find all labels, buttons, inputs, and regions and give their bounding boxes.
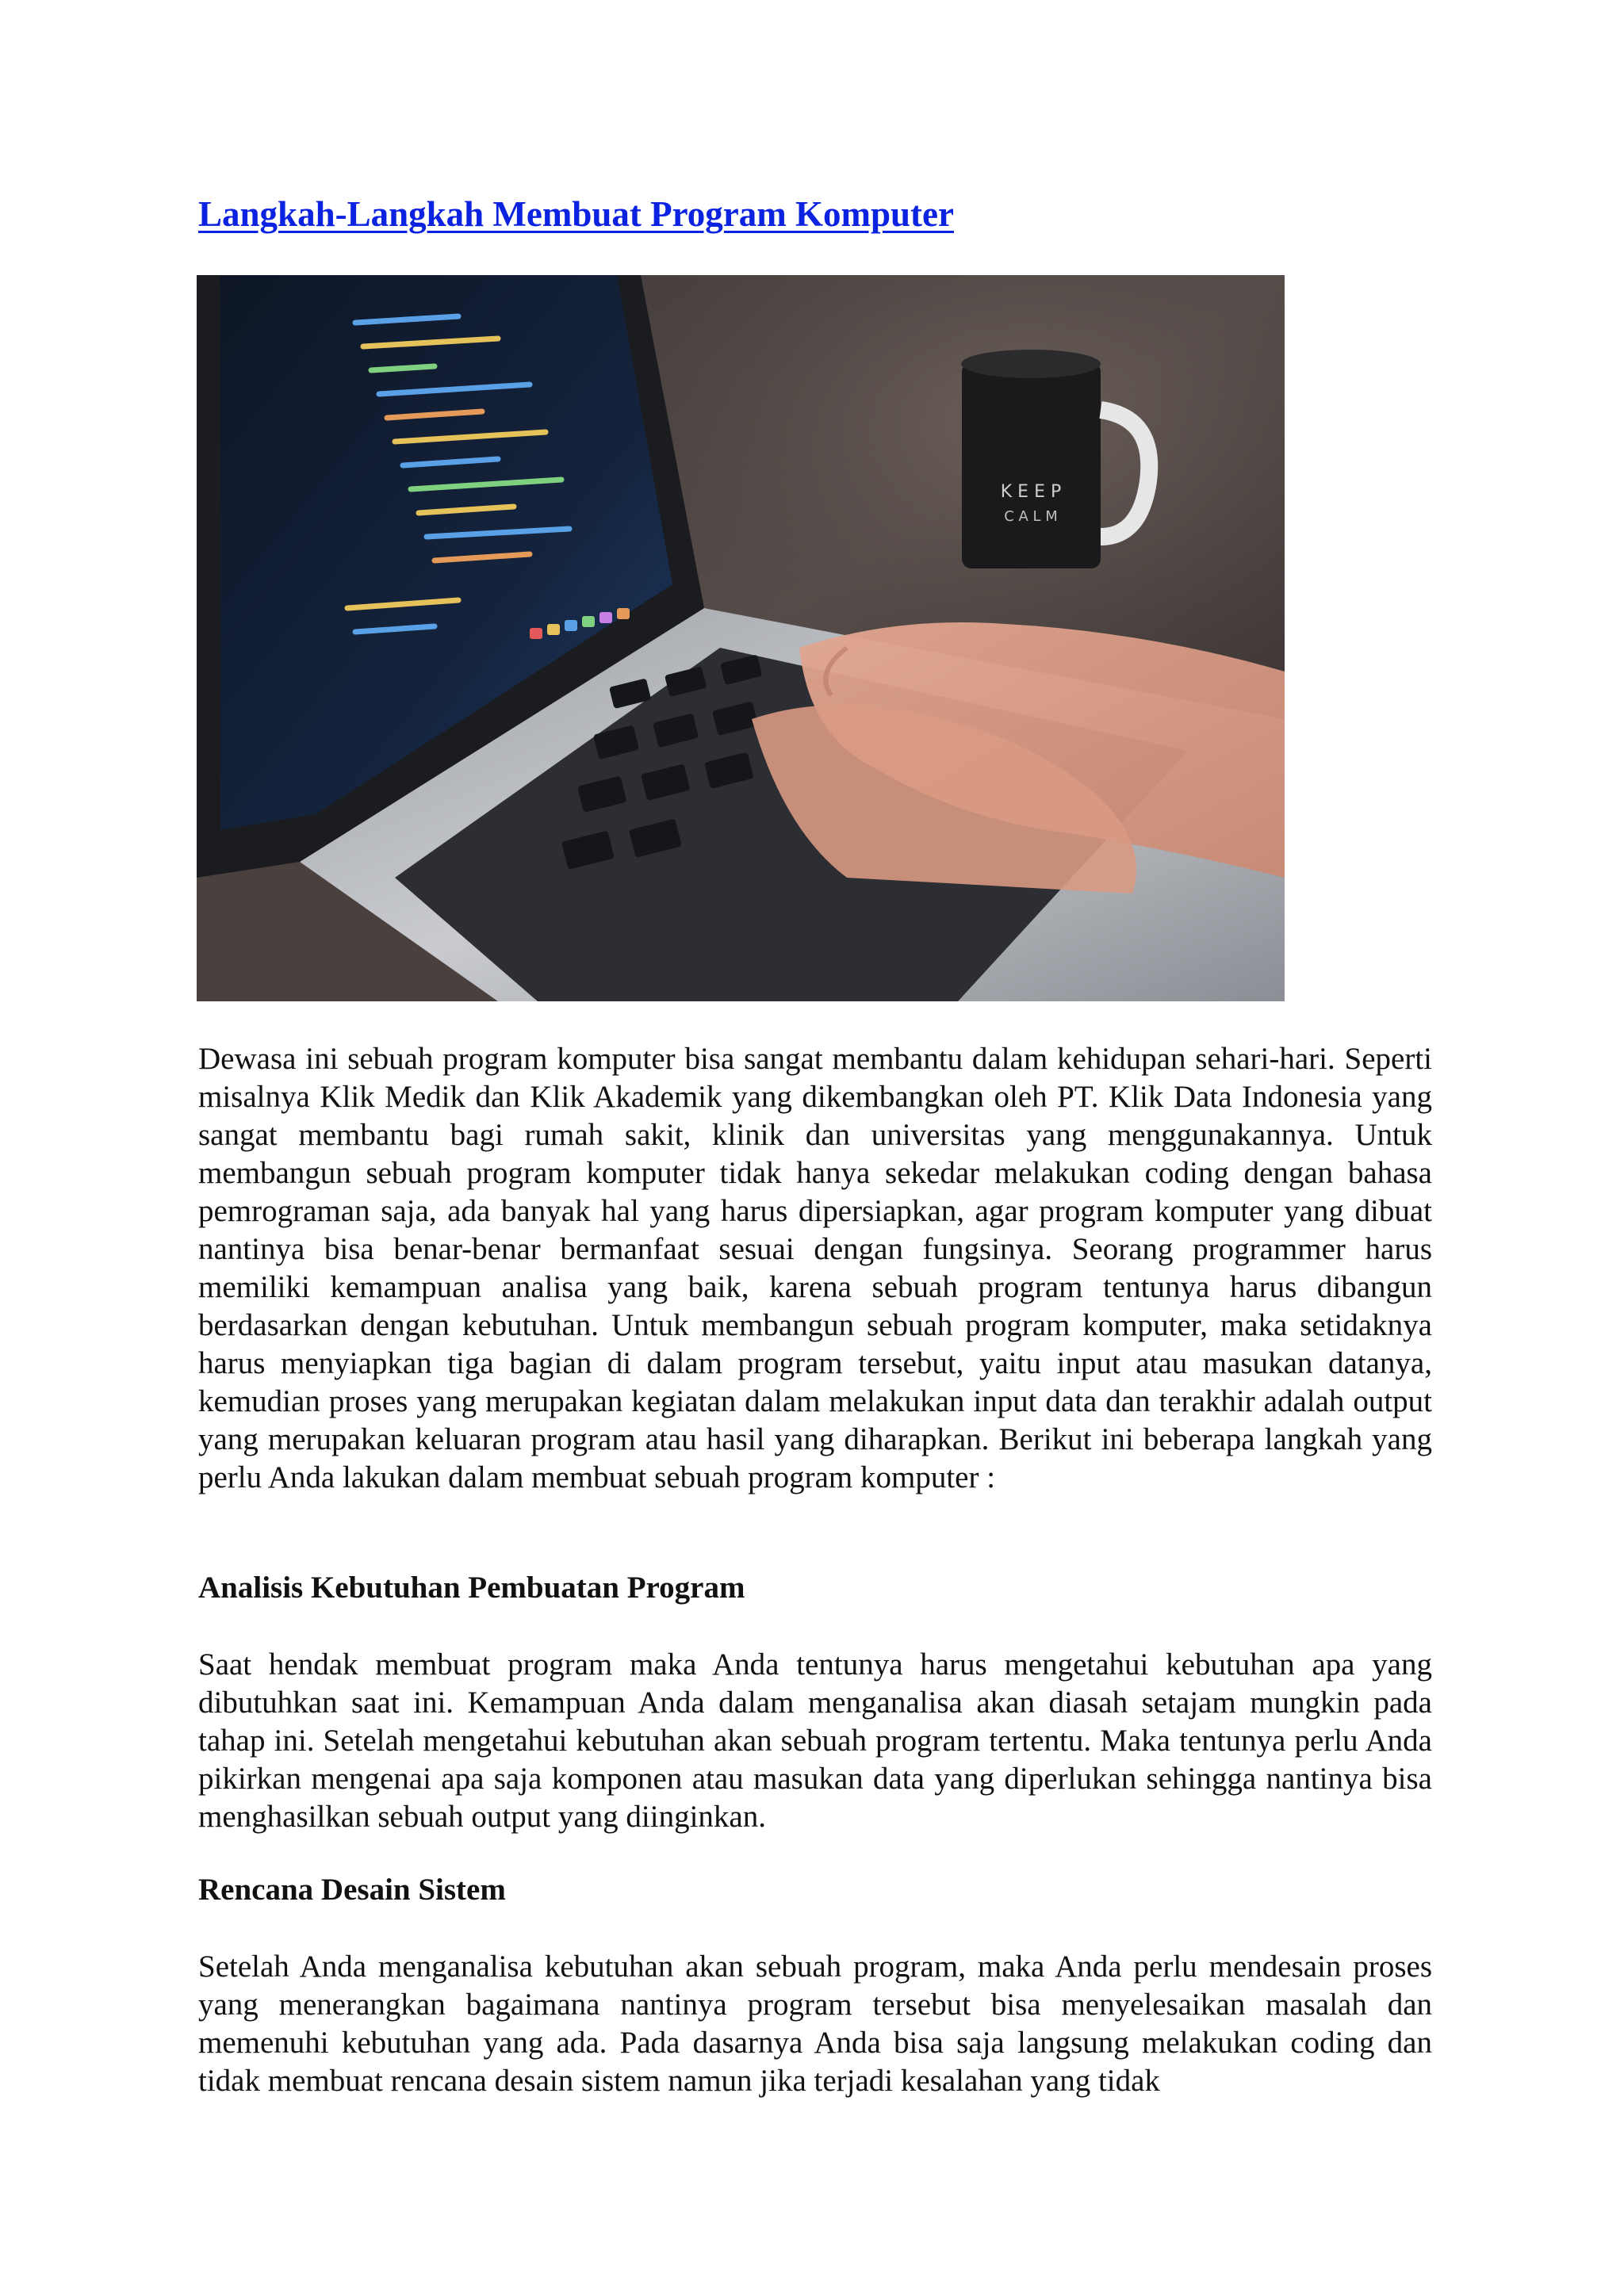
laptop-coding-photo-icon	[197, 275, 1285, 1001]
section-heading-rencana: Rencana Desain Sistem	[198, 1873, 506, 1907]
laptop-coding-photo	[197, 275, 1285, 1001]
page-title-link[interactable]: Langkah-Langkah Membuat Program Komputer	[198, 194, 954, 234]
section-heading-analisis: Analisis Kebutuhan Pembuatan Program	[198, 1571, 745, 1605]
section-body-analisis: Saat hendak membuat program maka Anda tentunya harus mengetahui kebutuhan apa yang dibutuhkan saat ini. Kemampuan Anda dalam menganalisa akan diasah setajam mungkin pada tahap ini. Setelah mengetahui kebutuhan akan sebuah program tertentu. Maka tentunya perlu Anda pikirkan mengenai apa saja komponen atau masukan data yang diperlukan sehingga nantinya bisa menghasilkan sebuah output yang diinginkan.	[198, 1647, 1432, 1834]
intro-paragraph: Dewasa ini sebuah program komputer bisa sangat membantu dalam kehidupan sehari-hari. Seperti misalnya Klik Medik dan Klik Akademik yang dikembangkan oleh PT. Klik Data Indonesia yang sangat membantu bagi rumah sakit, klinik dan universitas yang menggunakannya. Untuk membangun sebuah program komputer tidak hanya sekedar melakukan coding dengan bahasa pemrograman saja, ada banyak hal yang harus dipersiapkan, agar program komputer yang dibuat nantinya bisa benar-benar bermanfaat sesuai dengan fungsinya. Seorang programmer harus memiliki kemampuan analisa yang baik, karena sebuah program tentunya harus dibangun berdasarkan dengan kebutuhan. Untuk membangun sebuah program komputer, maka setidaknya harus menyiapkan tiga bagian di dalam program tersebut, yaitu input atau masukan datanya, kemudian proses yang merupakan kegiatan dalam melakukan input data dan terakhir adalah output yang merupakan keluaran program atau hasil yang diharapkan. Berikut ini beberapa langkah yang perlu Anda lakukan dalam membuat sebuah program komputer :	[198, 1042, 1432, 1494]
svg-text:K E E P: K E E P	[1000, 482, 1062, 502]
svg-text:C A L M: C A L M	[1004, 508, 1058, 525]
section-body-rencana: Setelah Anda menganalisa kebutuhan akan sebuah program, maka Anda perlu mendesain proses yang menerangkan bagaimana nantinya program tersebut bisa menyelesaikan masalah dan memenuhi kebutuhan yang ada. Pada dasarnya Anda bisa saja langsung melakukan coding dan tidak membuat rencana desain sistem namun jika terjadi kesalahan yang tidak	[198, 1950, 1432, 2098]
